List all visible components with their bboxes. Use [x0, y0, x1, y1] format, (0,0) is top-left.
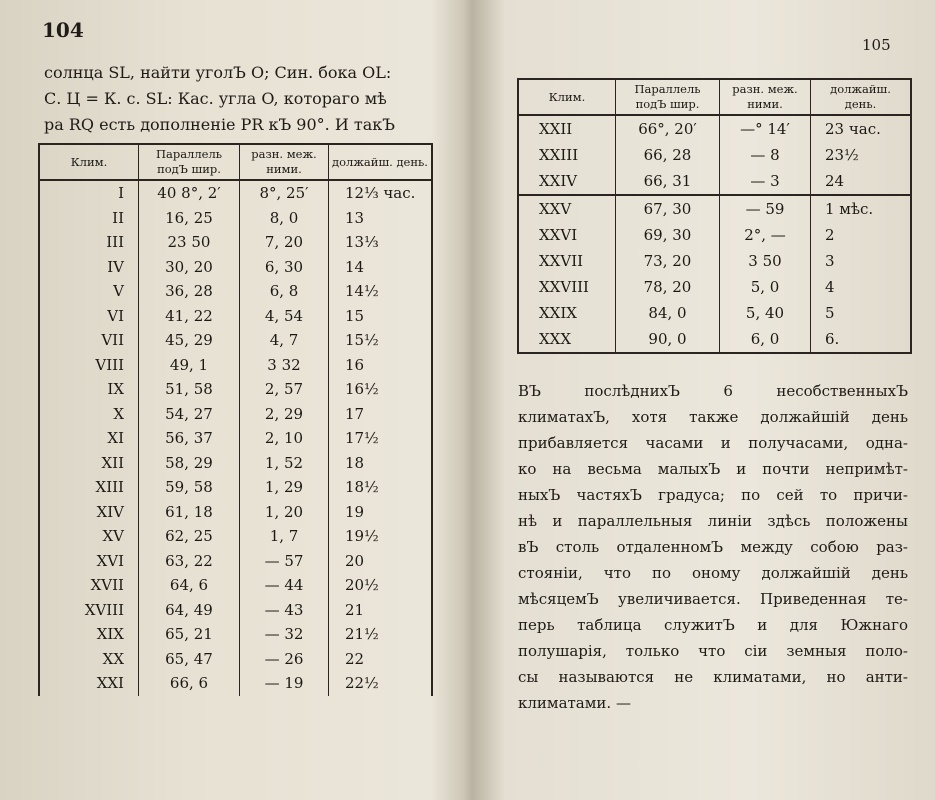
cell-clim: XIV	[39, 500, 139, 525]
cell-parallel: 69, 30	[616, 222, 720, 248]
cell-clim: XXVI	[518, 222, 616, 248]
cell-longest-day: 21	[345, 600, 365, 619]
cell-parallel: 56, 37	[139, 426, 240, 451]
table-row	[518, 168, 911, 195]
cell-clim: IX	[39, 377, 139, 402]
cell-longest-day: 4	[825, 278, 835, 296]
cell-parallel: 62, 25	[139, 524, 240, 549]
cell-parallel: 54, 27	[139, 402, 240, 427]
cell-difference: 3 32	[240, 353, 329, 378]
cell-parallel: 49, 1	[139, 353, 240, 378]
cell-difference: 4, 7	[240, 328, 329, 353]
cell-longest-day: 22	[345, 649, 365, 668]
cell-clim: I	[39, 180, 139, 206]
cell-clim: XX	[39, 647, 139, 672]
cell-clim: XV	[39, 524, 139, 549]
cell-longest-day: 16½	[345, 380, 379, 399]
cell-difference: 6, 8	[240, 279, 329, 304]
cell-clim: XXIX	[518, 300, 616, 326]
cell-clim: VI	[39, 304, 139, 329]
cell-difference: 2°, —	[720, 222, 811, 248]
cell-difference: 1, 7	[240, 524, 329, 549]
cell-parallel: 58, 29	[139, 451, 240, 476]
cell-longest-day: 13⅓	[345, 233, 379, 252]
cell-longest-day: 15	[345, 306, 365, 325]
intro-line: ра RQ есть дополненіе PR кЪ 90°. И такЪ	[44, 115, 395, 134]
cell-clim: V	[39, 279, 139, 304]
col-header-longest-day: должайш. день.	[830, 82, 891, 111]
cell-longest-day: 17½	[345, 429, 379, 448]
cell-difference: 1, 52	[240, 451, 329, 476]
table-row	[518, 300, 911, 326]
table-row	[39, 328, 432, 353]
cell-parallel: 59, 58	[139, 475, 240, 500]
cell-difference: 8, 0	[240, 206, 329, 231]
table-row	[39, 279, 432, 304]
cell-difference: 8°, 25′	[240, 180, 329, 206]
table-row	[518, 326, 911, 353]
cell-difference: — 59	[720, 195, 811, 222]
table-row	[39, 622, 432, 647]
table-row	[39, 549, 432, 574]
paragraph-line: полушарія, только что сіи земныя поло-	[518, 642, 908, 660]
table-row	[39, 598, 432, 623]
cell-parallel: 16, 25	[139, 206, 240, 231]
cell-longest-day: 14	[345, 257, 365, 276]
cell-difference: 4, 54	[240, 304, 329, 329]
table-row	[518, 195, 911, 222]
cell-parallel: 84, 0	[616, 300, 720, 326]
cell-parallel: 45, 29	[139, 328, 240, 353]
climate-table-right	[517, 78, 912, 354]
paragraph-line: климатами. —	[518, 694, 631, 712]
cell-difference: — 26	[240, 647, 329, 672]
table-row	[39, 353, 432, 378]
cell-longest-day: 6.	[825, 330, 840, 348]
cell-longest-day: 18½	[345, 478, 379, 497]
paragraph-line: ВЪ послѣднихЪ 6 несобственныхЪ	[518, 382, 908, 400]
paragraph-line: сы называются не климатами, но анти-	[518, 668, 908, 686]
paragraph-line: мѣсяцемЪ увеличивается. Приведенная те-	[518, 590, 908, 608]
table-row	[518, 115, 911, 142]
cell-clim: VII	[39, 328, 139, 353]
cell-longest-day: 15½	[345, 331, 379, 350]
right-page	[470, 0, 935, 800]
cell-longest-day: 17	[345, 404, 365, 423]
cell-difference: 2, 29	[240, 402, 329, 427]
cell-clim: XXI	[39, 671, 139, 696]
cell-longest-day: 16	[345, 355, 365, 374]
cell-parallel: 36, 28	[139, 279, 240, 304]
col-header-clim: Клим.	[518, 79, 616, 115]
page-number-left: 104	[42, 18, 84, 42]
cell-longest-day: 20	[345, 551, 365, 570]
cell-clim: XXV	[518, 195, 616, 222]
cell-clim: XXX	[518, 326, 616, 353]
cell-parallel: 90, 0	[616, 326, 720, 353]
cell-clim: XXVIII	[518, 274, 616, 300]
cell-difference: 1, 29	[240, 475, 329, 500]
cell-clim: XIII	[39, 475, 139, 500]
table-row	[39, 304, 432, 329]
paragraph-line: нѣ и параллельныя линіи здѣсь положены	[518, 512, 908, 530]
table-row	[39, 377, 432, 402]
paragraph-line: ко на весьма малыхЪ и почти непримѣт-	[518, 460, 908, 478]
cell-longest-day: 19½	[345, 527, 379, 546]
cell-parallel: 40 8°, 2′	[139, 180, 240, 206]
cell-difference: 3 50	[720, 248, 811, 274]
table-header-row	[39, 144, 432, 180]
cell-longest-day: 23½	[825, 146, 859, 164]
cell-parallel: 66°, 20′	[616, 115, 720, 142]
table-row	[518, 142, 911, 168]
paragraph-line: ныхЪ частяхЪ градуса; по сей то причи-	[518, 486, 908, 504]
cell-parallel: 73, 20	[616, 248, 720, 274]
cell-parallel: 67, 30	[616, 195, 720, 222]
paragraph-line: вЪ столь отдаленномЪ между собою раз-	[518, 538, 908, 556]
intro-line: С. Ц = К. с. SL: Кас. угла O, котораго мѣ	[44, 89, 387, 108]
table-row	[39, 230, 432, 255]
cell-clim: XVI	[39, 549, 139, 574]
paragraph-line: прибавляется часами и получасами, одна-	[518, 434, 908, 452]
table-row	[39, 671, 432, 696]
cell-parallel: 64, 49	[139, 598, 240, 623]
col-header-clim: Клим.	[39, 144, 139, 180]
cell-difference: — 57	[240, 549, 329, 574]
table-row	[39, 426, 432, 451]
table-header-row	[518, 79, 911, 115]
col-header-parallel: Параллель подЪ шир.	[616, 79, 720, 115]
cell-clim: XVII	[39, 573, 139, 598]
cell-parallel: 66, 6	[139, 671, 240, 696]
cell-parallel: 61, 18	[139, 500, 240, 525]
cell-clim: XIX	[39, 622, 139, 647]
table-row	[39, 500, 432, 525]
table-row	[518, 248, 911, 274]
table-row	[39, 475, 432, 500]
climate-table-right-body	[518, 115, 911, 353]
paragraph-line: перь таблица служитЪ и для Южнаго	[518, 616, 908, 634]
cell-difference: —° 14′	[720, 115, 811, 142]
cell-difference: 6, 0	[720, 326, 811, 353]
cell-difference: 5, 40	[720, 300, 811, 326]
cell-longest-day: 22½	[345, 674, 379, 693]
cell-longest-day: 19	[345, 502, 365, 521]
cell-longest-day: 18	[345, 453, 365, 472]
table-row	[39, 451, 432, 476]
cell-clim: XVIII	[39, 598, 139, 623]
cell-parallel: 65, 47	[139, 647, 240, 672]
cell-clim: XII	[39, 451, 139, 476]
cell-parallel: 78, 20	[616, 274, 720, 300]
cell-longest-day: 20½	[345, 576, 379, 595]
cell-longest-day: 12⅓ час.	[345, 184, 416, 203]
cell-clim: XXIII	[518, 142, 616, 168]
cell-clim: XXVII	[518, 248, 616, 274]
cell-difference: 2, 57	[240, 377, 329, 402]
cell-clim: X	[39, 402, 139, 427]
table-row	[39, 524, 432, 549]
col-header-parallel: Параллель подЪ шир.	[139, 144, 240, 180]
cell-longest-day: 14½	[345, 282, 379, 301]
cell-clim: XI	[39, 426, 139, 451]
cell-parallel: 64, 6	[139, 573, 240, 598]
cell-difference: 1, 20	[240, 500, 329, 525]
closing-paragraph	[518, 378, 908, 716]
cell-difference: — 44	[240, 573, 329, 598]
cell-clim: IV	[39, 255, 139, 280]
table-row	[518, 274, 911, 300]
cell-parallel: 41, 22	[139, 304, 240, 329]
paragraph-line: стояніи, что по оному должайшій день	[518, 564, 908, 582]
cell-parallel: 30, 20	[139, 255, 240, 280]
cell-parallel: 63, 22	[139, 549, 240, 574]
table-row	[39, 255, 432, 280]
cell-parallel: 51, 58	[139, 377, 240, 402]
table-row	[39, 573, 432, 598]
cell-difference: 7, 20	[240, 230, 329, 255]
table-row	[518, 222, 911, 248]
cell-parallel: 66, 31	[616, 168, 720, 195]
cell-longest-day: 2	[825, 226, 835, 244]
table-row	[39, 180, 432, 206]
climate-table-left	[38, 143, 433, 696]
cell-longest-day: 21½	[345, 625, 379, 644]
cell-clim: VIII	[39, 353, 139, 378]
cell-longest-day: 3	[825, 252, 835, 270]
cell-difference: 6, 30	[240, 255, 329, 280]
cell-difference: — 32	[240, 622, 329, 647]
cell-parallel: 23 50	[139, 230, 240, 255]
cell-longest-day: 5	[825, 304, 835, 322]
cell-longest-day: 23 час.	[825, 120, 881, 138]
climate-table-left-body	[39, 180, 432, 696]
cell-clim: III	[39, 230, 139, 255]
cell-clim: XXII	[518, 115, 616, 142]
cell-parallel: 66, 28	[616, 142, 720, 168]
cell-longest-day: 1 мѣс.	[825, 200, 874, 218]
cell-longest-day: 24	[811, 168, 912, 195]
cell-difference: — 8	[720, 142, 811, 168]
col-header-longest-day: должайш. день.	[332, 154, 428, 169]
cell-difference: 5, 0	[720, 274, 811, 300]
table-row	[39, 402, 432, 427]
cell-difference: — 19	[240, 671, 329, 696]
col-header-difference: разн. меж. ними.	[720, 79, 811, 115]
cell-clim: XXIV	[518, 168, 616, 195]
cell-difference: — 3	[720, 168, 811, 195]
paragraph-line: климатахЪ, хотя также должайшій день	[518, 408, 908, 426]
cell-difference: 2, 10	[240, 426, 329, 451]
cell-longest-day: 13	[345, 208, 365, 227]
table-row	[39, 206, 432, 231]
cell-parallel: 65, 21	[139, 622, 240, 647]
table-row	[39, 647, 432, 672]
cell-difference: — 43	[240, 598, 329, 623]
cell-clim: II	[39, 206, 139, 231]
intro-text	[44, 60, 444, 138]
page-number-right: 105	[862, 36, 891, 54]
col-header-difference: разн. меж. ними.	[240, 144, 329, 180]
intro-line: солнца SL, найти уголЪ O; Син. бока OL:	[44, 63, 392, 82]
